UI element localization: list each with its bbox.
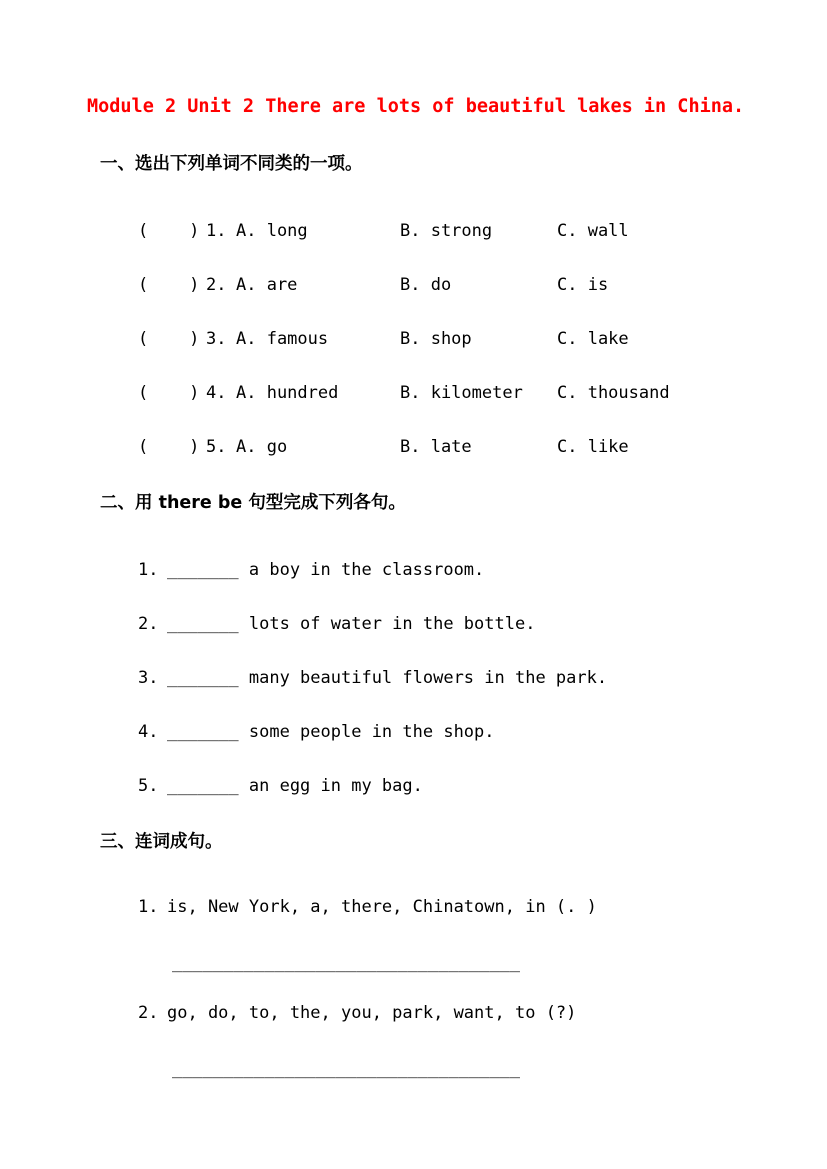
option-c: C. thousand	[557, 383, 670, 403]
option-b: B. shop	[400, 329, 472, 349]
sentence-text: _______ some people in the shop.	[167, 722, 495, 742]
option-a: A. hundred	[236, 383, 339, 403]
fill-blank-row	[138, 613, 827, 635]
section-three-heading: 三、连词成句。	[100, 832, 223, 852]
option-b: B. do	[400, 275, 452, 295]
answer-parentheses: ( )	[138, 329, 200, 349]
option-c: C. wall	[557, 221, 629, 241]
section-two-heading: 二、用 there be 句型完成下列各句。	[100, 493, 406, 513]
answer-line: __________________________________	[172, 1059, 520, 1079]
mc-question-row	[138, 328, 827, 350]
sentence-text: _______ lots of water in the bottle.	[167, 614, 536, 634]
mc-question-row	[138, 382, 827, 404]
question-number: 2.	[206, 275, 227, 295]
section-choose-odd-word	[0, 153, 827, 458]
mc-question-row	[138, 436, 827, 458]
section-rearrange-words	[0, 831, 827, 1080]
question-number: 4.	[138, 722, 159, 742]
word-list-text: go, do, to, the, you, park, want, to (?)	[167, 1003, 577, 1023]
fill-blank-row	[138, 559, 827, 581]
question-number: 1.	[138, 897, 159, 917]
section-there-be	[0, 492, 827, 797]
option-b: B. strong	[400, 221, 493, 241]
fill-blank-row	[138, 775, 827, 797]
mc-question-row	[138, 274, 827, 296]
rearrange-row	[138, 1002, 827, 1024]
question-number: 2.	[138, 1003, 159, 1023]
question-number: 3.	[206, 329, 227, 349]
question-number: 1.	[138, 560, 159, 580]
fill-blank-row	[138, 721, 827, 743]
answer-line: __________________________________	[172, 953, 520, 973]
sentence-text: _______ many beautiful flowers in the park.	[167, 668, 608, 688]
answer-parentheses: ( )	[138, 383, 200, 403]
page-title: Module 2 Unit 2 There are lots of beautiful lakes in China.	[87, 96, 745, 117]
option-a: A. go	[236, 437, 288, 457]
answer-parentheses: ( )	[138, 221, 200, 241]
word-list-text: is, New York, a, there, Chinatown, in (. )	[167, 897, 597, 917]
question-number: 4.	[206, 383, 227, 403]
question-number: 5.	[206, 437, 227, 457]
option-a: A. are	[236, 275, 298, 295]
fill-blank-row	[138, 667, 827, 689]
question-number: 1.	[206, 221, 227, 241]
option-b: B. late	[400, 437, 472, 457]
option-a: A. famous	[236, 329, 329, 349]
mc-question-row	[138, 220, 827, 242]
option-c: C. lake	[557, 329, 629, 349]
answer-parentheses: ( )	[138, 437, 200, 457]
option-c: C. like	[557, 437, 629, 457]
rearrange-row	[138, 896, 827, 918]
option-a: A. long	[236, 221, 308, 241]
question-number: 2.	[138, 614, 159, 634]
option-b: B. kilometer	[400, 383, 523, 403]
sentence-text: _______ an egg in my bag.	[167, 776, 423, 796]
question-number: 3.	[138, 668, 159, 688]
section-one-heading: 一、选出下列单词不同类的一项。	[100, 154, 363, 174]
question-number: 5.	[138, 776, 159, 796]
answer-parentheses: ( )	[138, 275, 200, 295]
sentence-text: _______ a boy in the classroom.	[167, 560, 485, 580]
option-c: C. is	[557, 275, 609, 295]
